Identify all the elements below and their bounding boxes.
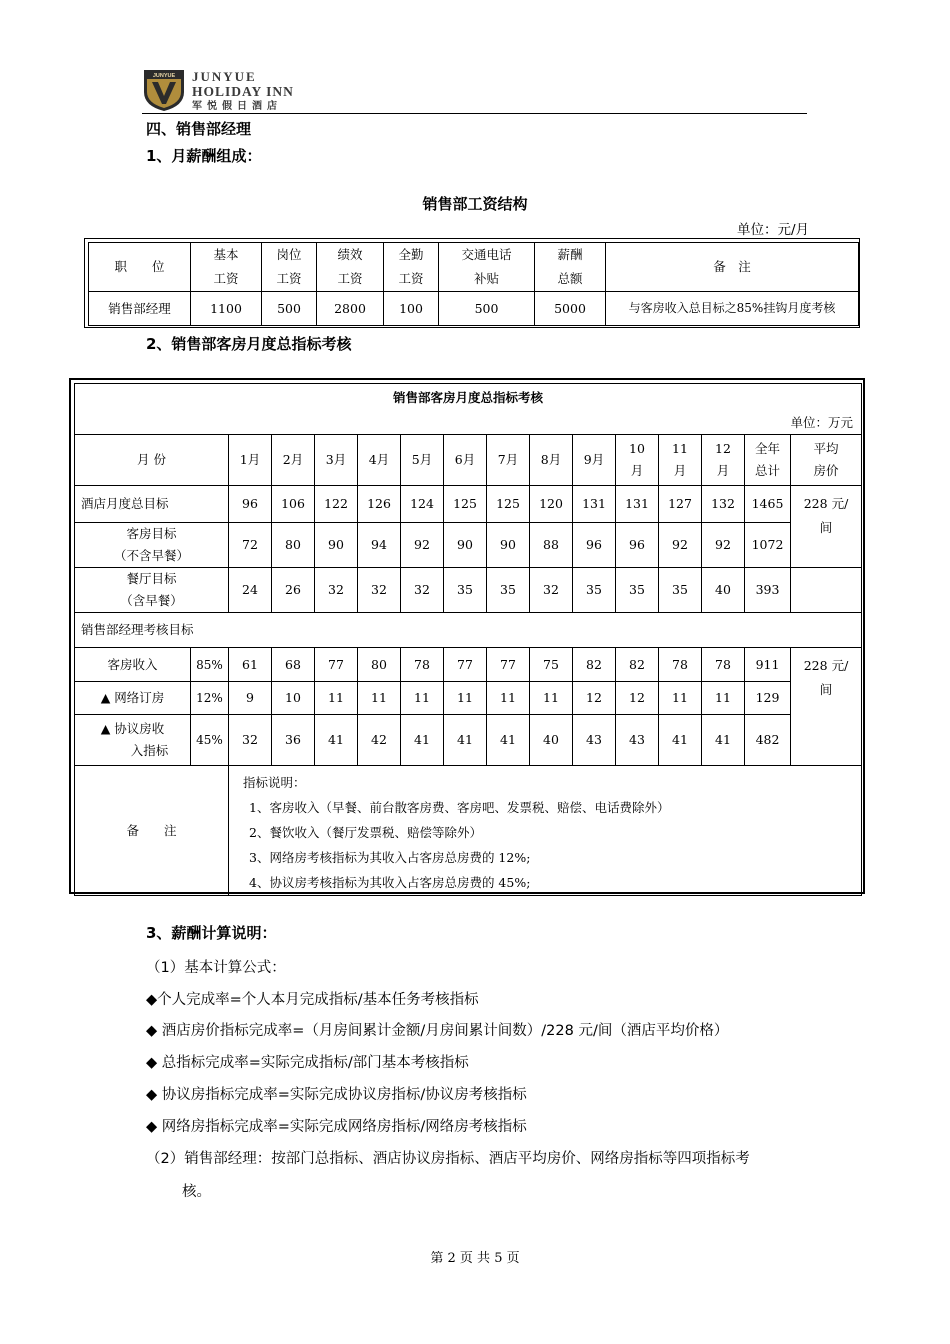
note-1: 1、客房收入（早餐、前台散客房费、客房吧、发票税、赔偿、电话费除外）	[249, 800, 670, 815]
t2-income-val-10: 82	[616, 648, 659, 682]
t2-hotel-val-2: 106	[272, 486, 315, 523]
t2-remark-label: 备 注	[75, 766, 229, 896]
table1-unit: 单位：元/月	[737, 222, 810, 238]
t2-room-val-3: 90	[315, 523, 358, 568]
subsection-2: 2、销售部客房月度总指标考核	[146, 335, 352, 353]
t2-income-val-13: 911	[745, 648, 791, 682]
subsection-1: 1、月薪酬组成：	[146, 147, 262, 165]
t2-rest-val-1: 24	[229, 568, 272, 613]
t2-hotel-val-5: 124	[401, 486, 444, 523]
t2-hotel-val-8: 120	[530, 486, 573, 523]
t2-hotel-val-13: 1465	[745, 486, 791, 523]
t2-avg-price-header: 平均 房价	[791, 435, 862, 486]
t2-online-val-4: 11	[358, 682, 401, 715]
t2-agree-val-3: 41	[315, 715, 358, 766]
t2-month-12: 12 月	[702, 435, 745, 486]
t2-room-val-5: 92	[401, 523, 444, 568]
t2-rest-val-10: 35	[616, 568, 659, 613]
t2-rest-val-7: 35	[487, 568, 530, 613]
t1-h-post: 岗位 工资	[262, 243, 317, 292]
t1-remark: 与客房收入总目标之85%挂钩月度考核	[606, 292, 859, 326]
t2-online-pct: 12%	[191, 682, 229, 715]
t2-income-val-2: 68	[272, 648, 315, 682]
t2-agree-val-8: 40	[530, 715, 573, 766]
t1-position: 销售部经理	[89, 292, 191, 326]
t1-h-trans: 交通电话 补贴	[439, 243, 535, 292]
t2-hotel-label: 酒店月度总目标	[75, 486, 229, 523]
t2-online-val-7: 11	[487, 682, 530, 715]
note-3: 3、网络房考核指标为其收入占客房总房费的 12%;	[249, 850, 531, 865]
t2-income-val-5: 78	[401, 648, 444, 682]
t2-hotel-val-7: 125	[487, 486, 530, 523]
calc-manager-rule: （2）销售部经理：按部门总指标、酒店协议房指标、酒店平均房价、网络房指标等四项指标考	[146, 1151, 750, 1167]
t2-avg-price-1: 228 元/ 间	[791, 486, 862, 568]
t2-income-label: 客房收入	[75, 648, 191, 682]
t2-rest-val-9: 35	[573, 568, 616, 613]
t2-room-val-10: 96	[616, 523, 659, 568]
t2-rest-val-11: 35	[659, 568, 702, 613]
t2-month-11: 11 月	[659, 435, 702, 486]
t2-hotel-val-10: 131	[616, 486, 659, 523]
calc-manager-rule-cont: 核。	[182, 1184, 211, 1200]
t2-income-val-1: 61	[229, 648, 272, 682]
t2-month-2: 2月	[272, 435, 315, 486]
t2-agree-val-12: 41	[702, 715, 745, 766]
t2-room-val-11: 92	[659, 523, 702, 568]
t2-room-label: 客房目标 （不含早餐）	[75, 523, 229, 568]
monthly-target-table	[69, 378, 865, 894]
t2-agree-label: ▲ 协议房收 入指标	[75, 715, 191, 766]
t2-agree-val-7: 41	[487, 715, 530, 766]
brand-line3: 军悦假日酒店	[192, 100, 282, 112]
page-footer: 第 2 页 共 5 页	[430, 1251, 520, 1266]
t2-unit: 单位：万元	[75, 412, 862, 435]
t1-base: 1100	[191, 292, 262, 326]
t1-h-remark: 备 注	[606, 243, 859, 292]
t2-hotel-val-4: 126	[358, 486, 401, 523]
t2-agree-pct: 45%	[191, 715, 229, 766]
t1-h-base: 基本 工资	[191, 243, 262, 292]
table1-title: 销售部工资结构	[422, 195, 528, 213]
calc-formula-3: ◆ 总指标完成率=实际完成指标/部门基本考核指标	[146, 1055, 469, 1071]
calc-basic: （1）基本计算公式：	[146, 960, 286, 976]
t1-post: 500	[262, 292, 317, 326]
t2-agree-val-9: 43	[573, 715, 616, 766]
header-rule	[142, 113, 807, 114]
t2-online-val-1: 9	[229, 682, 272, 715]
t2-month-3: 3月	[315, 435, 358, 486]
t2-online-val-5: 11	[401, 682, 444, 715]
t2-agree-val-1: 32	[229, 715, 272, 766]
t2-agree-val-4: 42	[358, 715, 401, 766]
t2-rest-label: 餐厅目标 （含早餐）	[75, 568, 229, 613]
notes-head: 指标说明：	[243, 775, 306, 790]
t2-room-val-4: 94	[358, 523, 401, 568]
t2-empty-cell	[791, 568, 862, 613]
t2-month-4: 4月	[358, 435, 401, 486]
brand-line2: HOLIDAY INN	[192, 84, 294, 99]
t2-income-val-4: 80	[358, 648, 401, 682]
brand-line1: JUNYUE	[192, 69, 257, 84]
t1-h-total: 薪酬 总额	[535, 243, 606, 292]
note-2: 2、餐饮收入（餐厅发票税、赔偿等除外）	[249, 825, 482, 840]
calc-formula-1: ◆个人完成率=个人本月完成指标/基本任务考核指标	[146, 992, 479, 1008]
calc-formula-4: ◆ 协议房指标完成率=实际完成协议房指标/协议房考核指标	[146, 1087, 527, 1103]
t2-online-val-10: 12	[616, 682, 659, 715]
t2-rest-val-5: 32	[401, 568, 444, 613]
t2-month-10: 10 月	[616, 435, 659, 486]
t2-rest-val-4: 32	[358, 568, 401, 613]
t1-h-att: 全勤 工资	[384, 243, 439, 292]
t1-trans: 500	[439, 292, 535, 326]
t2-hotel-val-9: 131	[573, 486, 616, 523]
t2-rest-val-6: 35	[444, 568, 487, 613]
t2-room-val-6: 90	[444, 523, 487, 568]
t2-room-val-13: 1072	[745, 523, 791, 568]
t2-online-label: ▲ 网络订房	[75, 682, 191, 715]
t2-online-val-3: 11	[315, 682, 358, 715]
t2-agree-val-2: 36	[272, 715, 315, 766]
t2-year-total: 全年 总计	[745, 435, 791, 486]
t2-agree-val-11: 41	[659, 715, 702, 766]
t1-total: 5000	[535, 292, 606, 326]
t2-room-val-12: 92	[702, 523, 745, 568]
t2-room-val-1: 72	[229, 523, 272, 568]
t2-month-7: 7月	[487, 435, 530, 486]
t2-room-val-9: 96	[573, 523, 616, 568]
t2-online-val-6: 11	[444, 682, 487, 715]
t1-perf: 2800	[317, 292, 384, 326]
t2-avg-price-2: 228 元/ 间	[791, 648, 862, 766]
calc-formula-5: ◆ 网络房指标完成率=实际完成网络房指标/网络房考核指标	[146, 1119, 527, 1135]
t2-month-8: 8月	[530, 435, 573, 486]
t2-rest-val-2: 26	[272, 568, 315, 613]
t2-title: 销售部客房月度总指标考核	[75, 384, 862, 413]
t2-agree-val-5: 41	[401, 715, 444, 766]
t2-manager-title: 销售部经理考核目标	[75, 613, 862, 648]
salary-structure-table	[84, 238, 860, 328]
t2-hotel-val-12: 132	[702, 486, 745, 523]
subsection-3: 3、薪酬计算说明：	[146, 924, 277, 942]
t2-hotel-val-1: 96	[229, 486, 272, 523]
t2-online-val-9: 12	[573, 682, 616, 715]
t2-online-val-8: 11	[530, 682, 573, 715]
t1-h-perf: 绩效 工资	[317, 243, 384, 292]
hotel-logo-icon	[142, 68, 186, 112]
t2-income-val-6: 77	[444, 648, 487, 682]
t2-online-val-12: 11	[702, 682, 745, 715]
t2-room-val-8: 88	[530, 523, 573, 568]
t2-rest-val-13: 393	[745, 568, 791, 613]
t2-hotel-val-3: 122	[315, 486, 358, 523]
brand-block	[192, 70, 294, 112]
t2-month-5: 5月	[401, 435, 444, 486]
t2-income-val-11: 78	[659, 648, 702, 682]
t2-income-val-8: 75	[530, 648, 573, 682]
t2-month-label: 月 份	[75, 435, 229, 486]
t2-month-1: 1月	[229, 435, 272, 486]
t2-online-val-2: 10	[272, 682, 315, 715]
t2-income-val-3: 77	[315, 648, 358, 682]
calc-formula-2: ◆ 酒店房价指标完成率=（月房间累计金额/月房间累计间数）/228 元/间（酒店平均价格）	[146, 1023, 729, 1039]
t2-agree-val-13: 482	[745, 715, 791, 766]
t2-room-val-7: 90	[487, 523, 530, 568]
t2-income-val-7: 77	[487, 648, 530, 682]
t2-hotel-val-11: 127	[659, 486, 702, 523]
t2-online-val-11: 11	[659, 682, 702, 715]
t2-hotel-val-6: 125	[444, 486, 487, 523]
t2-month-9: 9月	[573, 435, 616, 486]
t2-income-val-12: 78	[702, 648, 745, 682]
t2-income-pct: 85%	[191, 648, 229, 682]
t2-agree-val-6: 41	[444, 715, 487, 766]
t2-rest-val-8: 32	[530, 568, 573, 613]
t2-income-val-9: 82	[573, 648, 616, 682]
t2-notes	[229, 766, 862, 896]
t2-rest-val-12: 40	[702, 568, 745, 613]
t1-att: 100	[384, 292, 439, 326]
t1-h-position: 职 位	[89, 243, 191, 292]
t2-rest-val-3: 32	[315, 568, 358, 613]
note-4: 4、协议房考核指标为其收入占客房总房费的 45%;	[249, 875, 531, 890]
t2-online-val-13: 129	[745, 682, 791, 715]
t2-room-val-2: 80	[272, 523, 315, 568]
section-title: 四、销售部经理	[146, 120, 252, 138]
logo-text: JUNYUE	[152, 73, 176, 79]
t2-agree-val-10: 43	[616, 715, 659, 766]
t2-month-6: 6月	[444, 435, 487, 486]
